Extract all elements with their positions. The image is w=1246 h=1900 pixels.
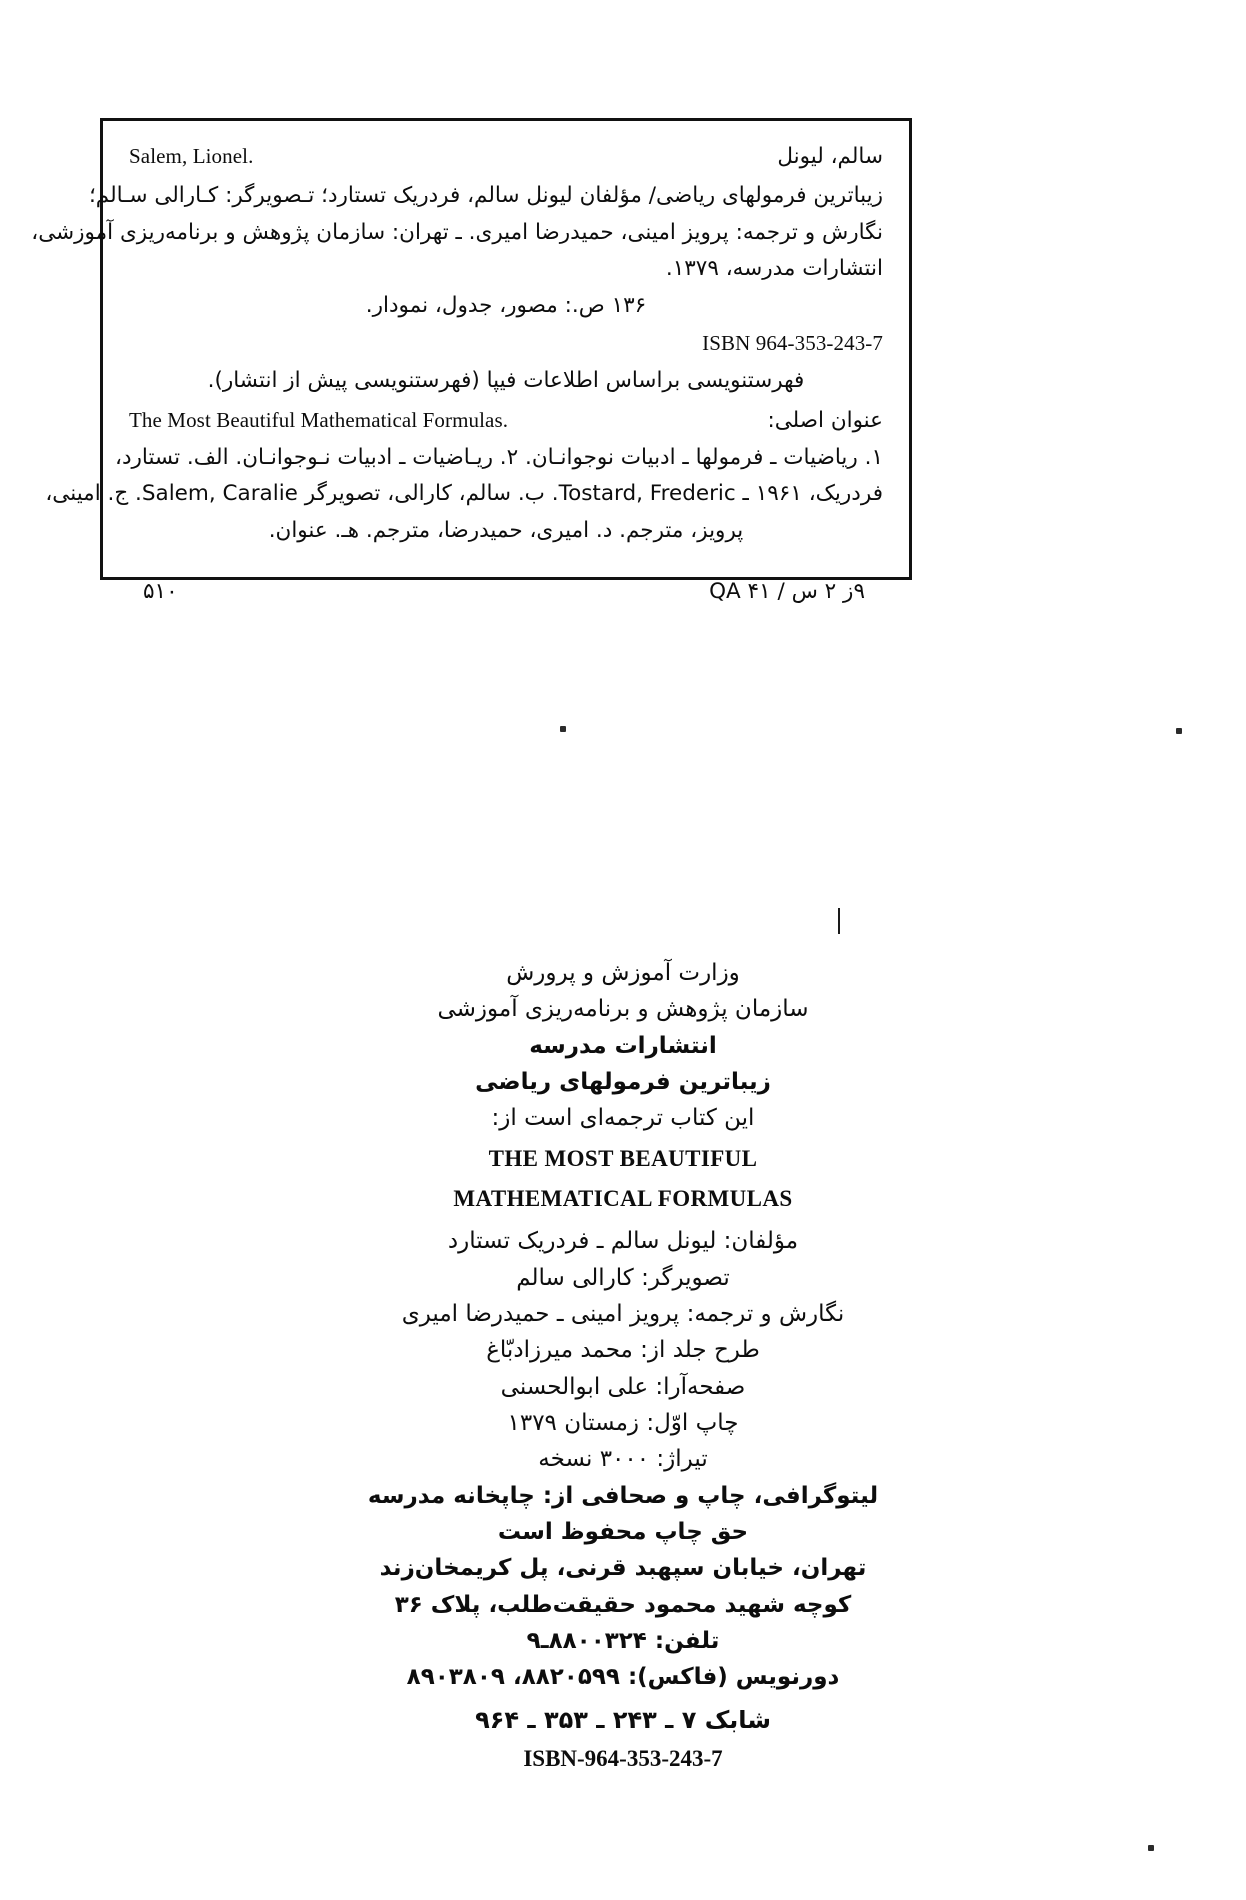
cip-classification-row: [129, 575, 883, 610]
registration-dot-left: [560, 726, 566, 732]
colophon-phone: تلفن: ٨٨٠٠٣٢۴ـ٩: [526, 1627, 720, 1654]
colophon-isbn-persian: شابک ٧ ـ ٢۴٣ ـ ٣۵٣ ـ ٩۶۴: [475, 1705, 771, 1734]
cip-isbn-row: [129, 326, 883, 362]
colophon-printer: ليتوگرافى، چاپ و صحافى از: چاپخانه مدرسه: [367, 1482, 879, 1509]
colophon-cover-designer: طرح جلد از: محمد ميرزادبّاغ: [486, 1337, 760, 1364]
colophon-original-title-line-1: THE MOST BEAUTIFUL: [488, 1145, 758, 1171]
colophon-fax: دورنويس (فاكس): ٨٨٢٠۵٩٩، ٨٩٠٣٨٠٩: [406, 1664, 840, 1691]
registration-dot-bottom: [1148, 1845, 1154, 1851]
cip-author-latin: Salem, Lionel.: [129, 144, 254, 168]
cip-isbn: ISBN 964-353-243-7: [702, 331, 883, 356]
colophon-translators: نگارش و ترجمه: پرويز امينى ـ حميدرضا اميرى: [401, 1300, 845, 1327]
cip-original-title: The Most Beautiful Mathematical Formulas.: [129, 407, 509, 432]
cip-header-row: [129, 139, 883, 175]
cip-subject-line-2: فردريک، ١٩۶١ ـ Tostard, Frederic. ب. سالم، كارالى، تصويرگر Salem, Caralie. ج. امينى،: [45, 481, 883, 507]
colophon-line: وزارت آموزش و پرورش: [506, 960, 740, 986]
cip-call-number: ۹ز ٢ س / QA ۴١: [709, 579, 865, 605]
colophon-line: سازمان پژوهش و برنامه‌ريزى آموزشى: [437, 996, 809, 1023]
colophon-original-title-line-2: MATHEMATICAL FORMULAS: [453, 1185, 793, 1211]
colophon-publisher: انتشارات مدرسه: [529, 1032, 717, 1059]
colophon-layout-designer: صفحه‌آرا: على ابوالحسنى: [500, 1373, 746, 1400]
colophon-copyright-notice: حق چاپ محفوظ است: [497, 1518, 749, 1545]
cip-original-title-row: [129, 403, 883, 439]
cip-original-title-label: عنوان اصلى:: [767, 407, 883, 433]
cip-dewey-number: ۵١٠: [143, 579, 178, 605]
colophon-address-line-1: تهران، خيابان سپهبد قرنى، پل كريمخان‌زند: [379, 1555, 867, 1582]
cip-author-persian: سالم، ليونل: [777, 144, 883, 169]
colophon-print-run: تيراژ: ٣٠٠٠ نسخه: [538, 1446, 708, 1473]
cip-title-statement-line-2: نگارش و ترجمه: پرويز امينى، حميدرضا اميرى. ـ تهران: سازمان پژوهش و برنامه‌ريزى آموزشى،: [31, 219, 883, 245]
cip-subject-line-1: ١. رياضيات ـ فرمولها ـ ادبيات نوجوانـان. ٢. ريـاضيات ـ ادبيات نـوجوانـان. الف. تستارد،: [115, 444, 883, 470]
cip-title-statement-line-3: انتشارات مدرسه، ١٣٧٩.: [665, 256, 883, 282]
registration-dot-right: [1176, 728, 1182, 734]
colophon-authors: مؤلفان: ليونل سالم ـ فردريک تستارد: [447, 1228, 799, 1255]
cip-pagination-note: ١٣۶ ص.: مصور، جدول، نمودار.: [365, 293, 647, 319]
cip-record-box: [31, 118, 912, 605]
colophon-block: [0, 955, 1246, 1778]
cip-title-statement-line-1: زيباترين فرمولهاى رياضى/ مؤلفان ليونل سالم، فردريک تستارد؛ تـصويرگر: كـارالى سـالم؛: [88, 182, 883, 208]
colophon-book-title: زيباترين فرمولهاى رياضى: [475, 1068, 771, 1095]
colophon-illustrator: تصويرگر: كارالى سالم: [516, 1264, 730, 1291]
colophon-isbn-latin: ISBN-964-353-243-7: [523, 1746, 723, 1772]
colophon-address-line-2: كوچه شهيد محمود حقيقت‌طلب، پلاک ٣۶: [394, 1591, 852, 1618]
colophon-line: اين كتاب ترجمه‌اى است از:: [491, 1105, 755, 1132]
cip-subject-line-3: پرويز، مترجم. د. اميرى، حميدرضا، مترجم. هـ. عنوان.: [268, 518, 744, 544]
colophon-edition: چاپ اوّل: زمستان ١٣٧٩: [507, 1409, 739, 1436]
stray-mark: [838, 908, 840, 934]
cip-cataloging-note: فهرستنويسى براساس اطلاعات فيپا (فهرستنويسى پيش از انتشار).: [207, 367, 805, 393]
